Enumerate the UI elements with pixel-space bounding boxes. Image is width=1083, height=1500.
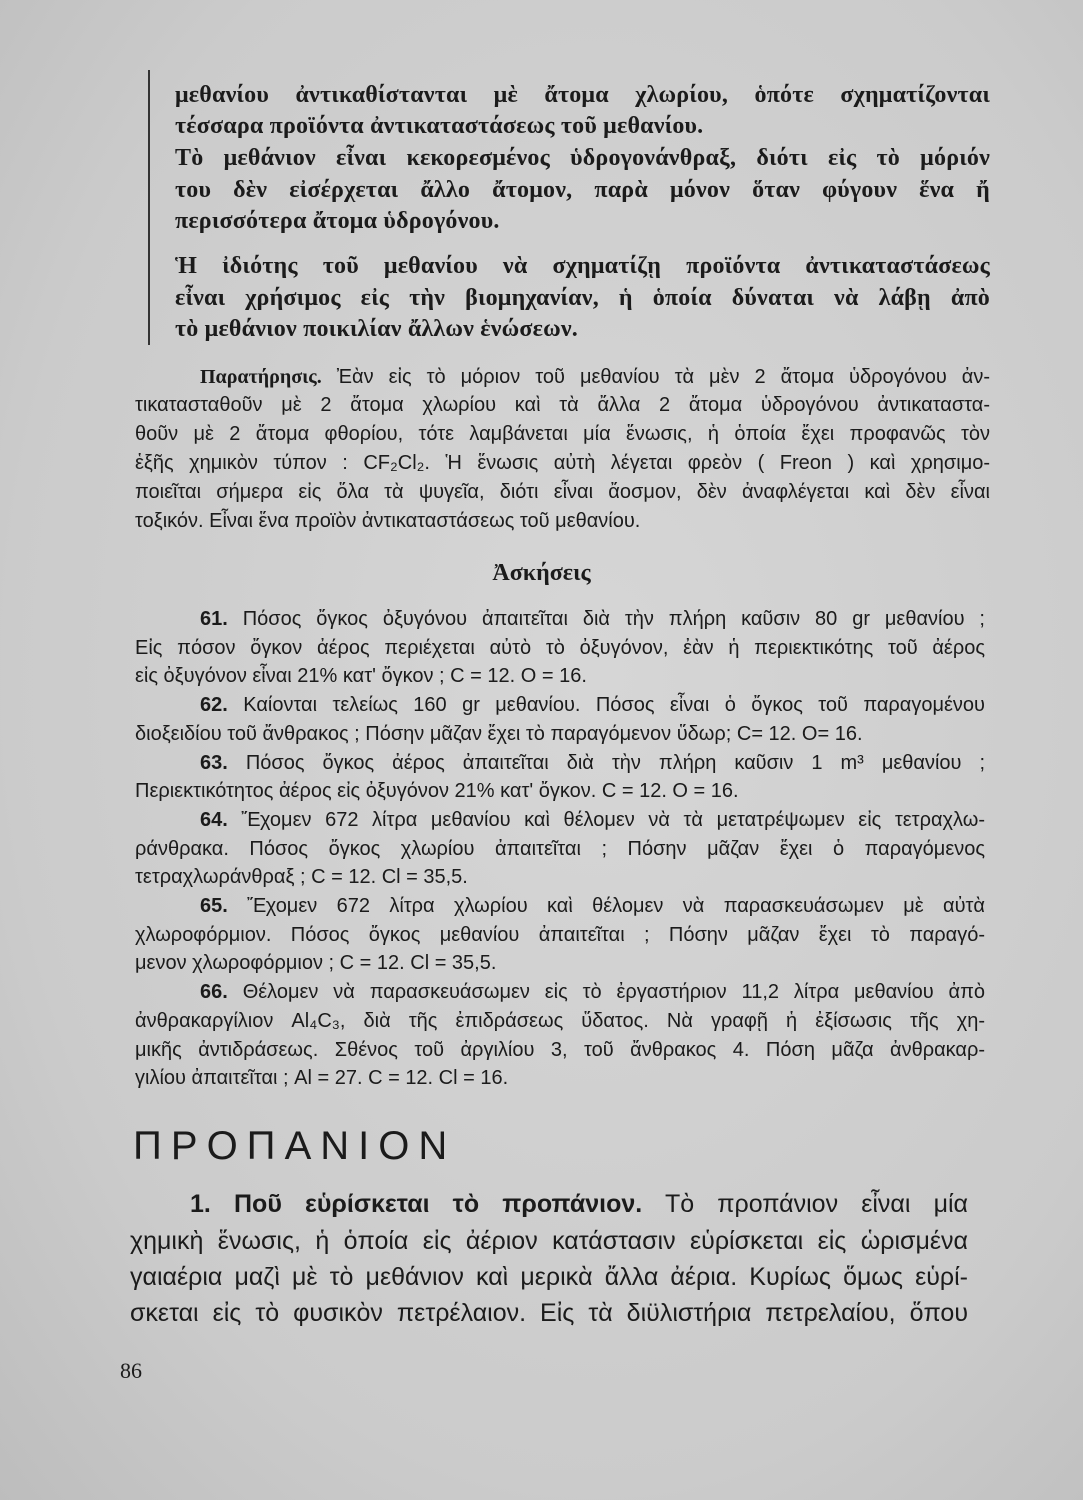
- note-label: Παρατήρησις.: [200, 366, 322, 388]
- intro-line: μεθανίου ἀντικαθίστανται μὲ ἄτομα χλωρίου, ὁπότε σχηματίζονται: [175, 82, 990, 108]
- exercise-text: τετραχλωράνθραξ ; C = 12. Cl = 35,5.: [135, 866, 468, 889]
- exercise-line: [200, 981, 985, 1004]
- exercise-text: ράνθρακα. Πόσος ὄγκος χλωρίου ἀπαιτεῖται ; Πόσην μᾶζαν ἔχει ὁ παραγόμενος: [135, 837, 985, 860]
- exercise-line: [135, 952, 985, 975]
- exercise-text: Καίονται τελείως 160 gr μεθανίου. Πόσος εἶναι ὁ ὄγκος τοῦ παραγομένου: [243, 694, 985, 717]
- exercise-line: [135, 866, 985, 889]
- exercise-text: ἀνθρακαργίλιον Al₄C₃, διὰ τῆς ἐπιδράσεως ὕδατος. Νὰ γραφῇ ἡ ἐξίσωσις τῆς χη-: [135, 1009, 985, 1032]
- exercise-text: Περιεκτικότητος ἀέρος εἰς ὀξυγόνον 21% κατ' ὄγκον. C = 12. O = 16.: [135, 780, 739, 803]
- exercise-line: [135, 723, 985, 746]
- exercise-line: [200, 694, 985, 717]
- exercise-line: [135, 1067, 985, 1090]
- note-line: [200, 366, 990, 389]
- note-line: ποιεῖται σήμερα εἰς ὅλα τὰ ψυγεῖα, διότι εἶναι ἄοσμον, δὲν ἀναφλέγεται καὶ δὲν εἶναι: [135, 481, 990, 503]
- exercise-line: [135, 1010, 985, 1033]
- margin-rule: [148, 70, 150, 345]
- exercise-text: εἰς ὀξυγόνον εἶναι 21% κατ' ὄγκον ; C = 12. O = 16.: [135, 665, 587, 688]
- exercise-text: διοξειδίου τοῦ ἄνθρακος ; Πόσην μᾶζαν ἔχει τὸ παραγόμενον ὕδωρ; C= 12. O= 16.: [135, 722, 863, 745]
- exercise-line: [135, 924, 985, 947]
- exercise-number: 66.: [200, 981, 228, 1004]
- exercise-line: [135, 665, 985, 688]
- note-line: ἑξῆς χημικὸν τύπον : CF₂Cl₂. Ἡ ἕνωσις αὐτὴ λέγεται φρεὸν ( Freon ) καὶ χρησιμο-: [135, 452, 990, 474]
- exercise-line: [135, 780, 985, 803]
- exercise-line: [135, 1039, 985, 1062]
- section-line: σκεται εἰς τὸ φυσικὸν πετρέλαιον. Εἰς τὰ διϋλιστήρια πετρελαίου, ὅπου: [130, 1299, 968, 1327]
- exercise-text: χλωροφόρμιον. Πόσος ὄγκος μεθανίου ἀπαιτεῖται ; Πόσην μᾶζαν ἔχει τὸ παραγό-: [135, 923, 985, 946]
- section-text: Τὸ προπάνιον εἶναι μία: [664, 1190, 968, 1218]
- exercise-number: 61.: [200, 608, 228, 630]
- exercise-line: [200, 608, 985, 631]
- intro-line: περισσότερα ἄτομα ὑδρογόνου.: [175, 208, 500, 234]
- exercise-number: 62.: [200, 694, 228, 717]
- exercise-text: γιλίου ἀπαιτεῖται ; Al = 27. C = 12. Cl = 16.: [135, 1067, 509, 1090]
- intro-line: εἶναι χρήσιμος εἰς τὴν βιομηχανίαν, ἡ ὁποία δύναται νὰ λάβῃ ἀπὸ: [175, 285, 990, 311]
- exercise-text: Πόσος ὄγκος ὀξυγόνου ἀπαιτεῖται διὰ τὴν πλήρη καῦσιν 80 gr μεθανίου ;: [242, 608, 985, 630]
- exercises-title: Ἀσκήσεις: [492, 560, 591, 586]
- intro-line: τὸ μεθάνιον ποικιλίαν ἄλλων ἑνώσεων.: [175, 316, 578, 342]
- section-first-line: [190, 1190, 968, 1219]
- exercise-text: Πόσος ὄγκος ἀέρος ἀπαιτεῖται διὰ τὴν πλήρη καῦσιν 1 m³ μεθανίου ;: [245, 751, 986, 774]
- page-number: 86: [120, 1358, 142, 1383]
- exercise-number: 65.: [200, 895, 228, 917]
- section-line: χημικὴ ἕνωσις, ἡ ὁποία εἰς ἀέριον κατάστασιν εὑρίσκεται εἰς ὡρισμένα: [130, 1227, 968, 1255]
- chapter-title: ΠΡΟΠΑΝΙΟΝ: [133, 1124, 457, 1168]
- exercise-text: Ἔχομεν 672 λίτρα μεθανίου καὶ θέλομεν νὰ τὰ μετατρέψωμεν εἰς τετραχλω-: [241, 808, 985, 831]
- intro-line: Ἡ ἰδιότης τοῦ μεθανίου νὰ σχηματίζῃ προϊόντα ἀντικαταστάσεως: [175, 253, 990, 279]
- exercise-line: [135, 637, 985, 660]
- intro-line: του δὲν εἰσέρχεται ἄλλο ἄτομον, παρὰ μόνον ὅταν φύγουν ἕνα ἤ: [175, 177, 990, 203]
- exercise-text: Ἔχομεν 672 λίτρα χλωρίου καὶ θέλομεν νὰ παρασκευάσωμεν μὲ αὐτὰ: [247, 895, 985, 917]
- exercise-text: Θέλομεν νὰ παρασκευάσωμεν εἰς τὸ ἐργαστήριον 11,2 λίτρα μεθανίου ἀπὸ: [242, 981, 985, 1004]
- exercise-text: μικῆς ἀντιδράσεως. Σθένος τοῦ ἀργιλίου 3, τοῦ ἄνθρακος 4. Πόση μᾶζα ἀνθρακαρ-: [135, 1038, 985, 1061]
- note-line: τικατασταθοῦν μὲ 2 ἄτομα χλωρίου καὶ τὰ ἄλλα 2 ἄτομα ὑδρογόνου ἀντικαταστα-: [135, 394, 990, 416]
- note-line: θοῦν μὲ 2 ἄτομα φθορίου, τότε λαμβάνεται μία ἕνωσις, ἡ ὁποία ἔχει προφανῶς τὸν: [135, 423, 990, 445]
- exercise-number: 64.: [200, 808, 228, 831]
- exercise-line: [200, 752, 985, 775]
- exercise-text: μενον χλωροφόρμιον ; C = 12. Cl = 35,5.: [135, 952, 497, 975]
- section-line: γαιαέρια μαζὶ μὲ τὸ μεθάνιον καὶ μερικὰ ἄλλα ἀέρια. Κυρίως ὅμως εὑρί-: [130, 1263, 968, 1291]
- exercise-line: [200, 895, 985, 918]
- exercise-number: 63.: [200, 751, 228, 774]
- section-heading: 1. Ποῦ εὑρίσκεται τὸ προπάνιον.: [190, 1190, 643, 1218]
- intro-line: Τὸ μεθάνιον εἶναι κεκορεσμένος ὑδρογονάνθραξ, διότι εἰς τὸ μόριόν: [175, 145, 990, 171]
- note-line: τοξικόν. Εἶναι ἕνα προϊὸν ἀντικαταστάσεως τοῦ μεθανίου.: [135, 510, 641, 532]
- intro-line: τέσσαρα προϊόντα ἀντικαταστάσεως τοῦ μεθανίου.: [175, 113, 704, 139]
- exercise-text: Εἰς πόσον ὄγκον ἀέρος περιέχεται αὐτὸ τὸ ὀξυγόνον, ἐὰν ἡ περιεκτικότης τοῦ ἀέρος: [135, 636, 985, 659]
- exercise-line: [135, 838, 985, 861]
- exercise-line: [200, 809, 985, 832]
- note-text: Ἐὰν εἰς τὸ μόριον τοῦ μεθανίου τὰ μὲν 2 ἄτομα ὑδρογόνου ἀν-: [336, 366, 990, 388]
